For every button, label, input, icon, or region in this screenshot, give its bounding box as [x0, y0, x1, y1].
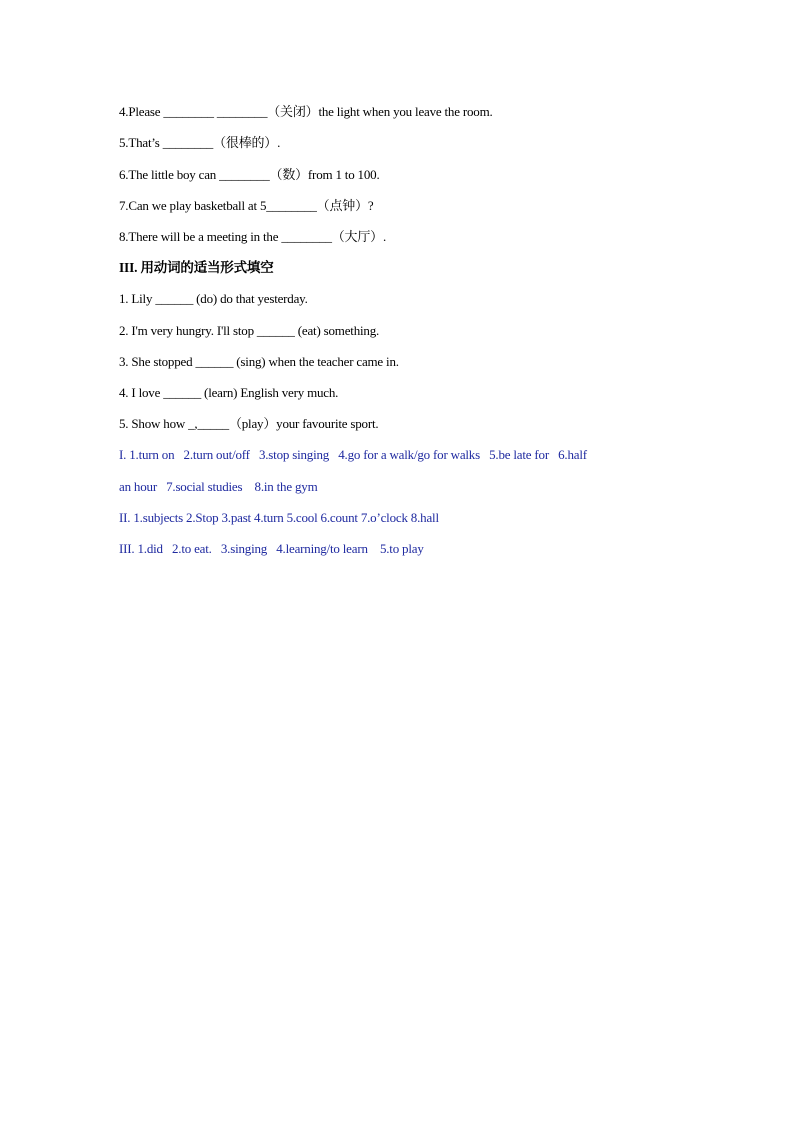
exercise-line-5: 5.That’s ________（很棒的）.: [119, 135, 281, 150]
exercise-line-7: 7.Can we play basketball at 5________（点钟）?: [119, 198, 374, 213]
answer-line-3: II. 1.subjects 2.Stop 3.past 4.turn 5.cool 6.count 7.o’clock 8.hall: [119, 510, 439, 525]
section-3-item-1: 1. Lily ______ (do) do that yesterday.: [119, 291, 308, 306]
section-3-item-2: 2. I'm very hungry. I'll stop ______ (eat) something.: [119, 323, 380, 338]
answer-line-4: III. 1.did 2.to eat. 3.singing 4.learning/to learn 5.to play: [119, 541, 424, 556]
exercise-line-8: 8.There will be a meeting in the ________（大厅）.: [119, 229, 386, 244]
answer-line-2: an hour 7.social studies 8.in the gym: [119, 479, 318, 494]
section-3-item-4: 4. I love ______ (learn) English very much.: [119, 385, 339, 400]
exercise-line-6: 6.The little boy can ________（数）from 1 to 100.: [119, 167, 380, 182]
answer-line-1: I. 1.turn on 2.turn out/off 3.stop singing 4.go for a walk/go for walks 5.be late for 6.half: [119, 447, 587, 462]
section-3-heading: III. 用动词的适当形式填空: [119, 260, 274, 275]
exercise-line-4: 4.Please ________ ________（关闭）the light when you leave the room.: [119, 104, 493, 119]
section-3-item-3: 3. She stopped ______ (sing) when the teacher came in.: [119, 354, 399, 369]
section-3-item-5: 5. Show how _,_____（play）your favourite sport.: [119, 416, 379, 431]
